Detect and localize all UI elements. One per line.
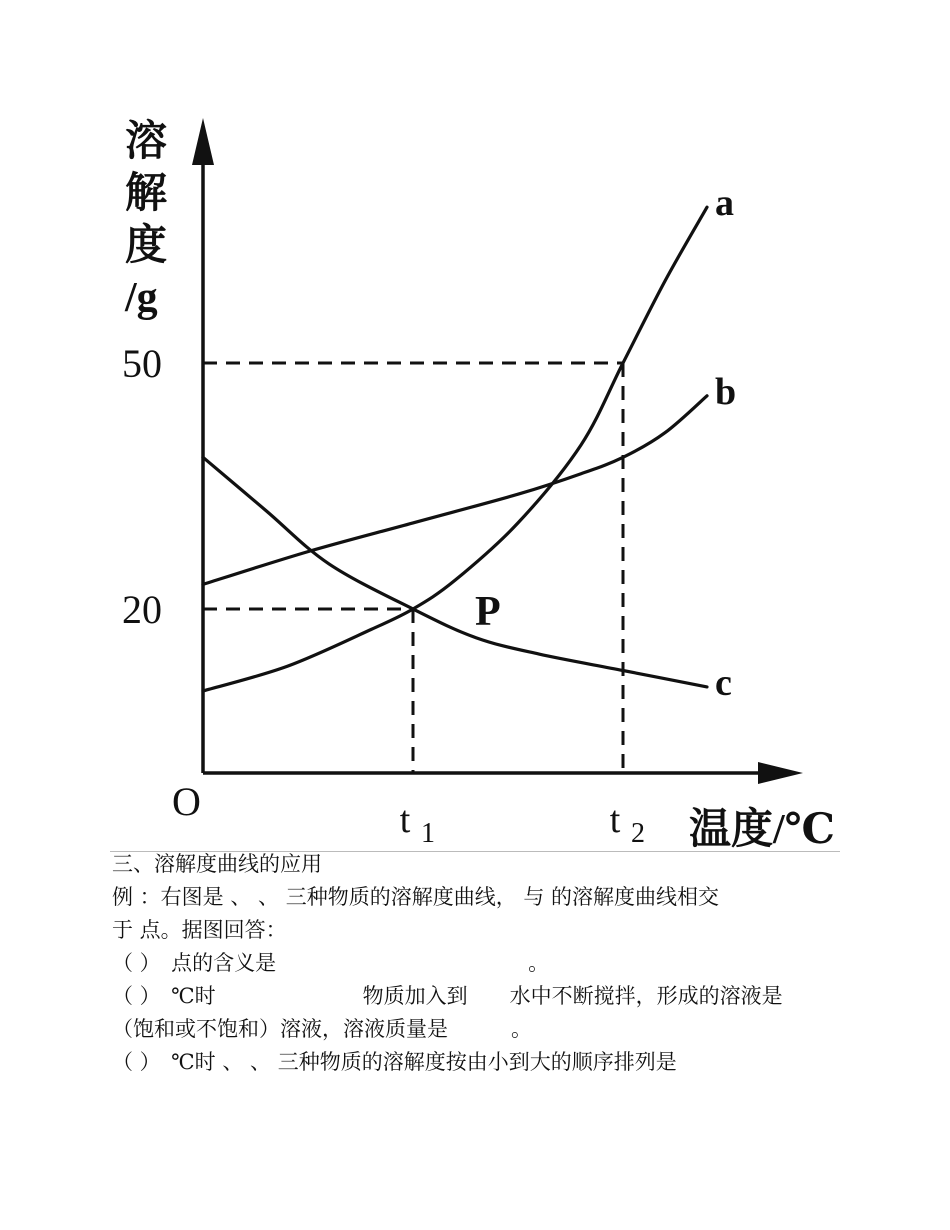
- x-axis-arrow: [758, 762, 803, 784]
- y-axis-label-char: 溶: [125, 119, 168, 165]
- guide-lines: [203, 363, 623, 773]
- y-axis-label-char: /g: [125, 275, 158, 321]
- x-axis-label: 温度/℃: [689, 807, 835, 850]
- x-tick-subscript-1: 1: [421, 818, 435, 849]
- series-label-a: a: [715, 182, 734, 225]
- y-axis-label-char: 解: [125, 171, 168, 217]
- chart-labels: [122, 118, 835, 850]
- question-3: （ ） ℃时 、 、 三种物质的溶解度按由小到大的顺序排列是: [112, 1050, 677, 1074]
- example-line-1: 例 ：右图是 、 、 三种物质的溶解度曲线， 与 的溶解度曲线相交: [112, 885, 720, 909]
- series-label-c: c: [715, 661, 732, 704]
- axes: [192, 118, 803, 784]
- example-line-2: 于 点。据图回答：: [112, 918, 287, 942]
- question-text: [112, 848, 852, 1079]
- question-2b: （饱和或不饱和）溶液，溶液质量是 。: [112, 1017, 532, 1041]
- x-tick-subscript-2: 2: [631, 818, 645, 849]
- series-curve-a: [203, 207, 707, 691]
- series-curves: [203, 207, 707, 691]
- question-2a: （ ） ℃时 物质加入到 水中不断搅拌，形成的溶液是: [112, 984, 783, 1008]
- annotation-P: P: [475, 589, 501, 635]
- y-tick-label-50: 50: [122, 341, 162, 386]
- question-1: （ ） 点的含义是 。: [112, 951, 550, 975]
- y-tick-label-20: 20: [122, 587, 162, 632]
- series-label-b: b: [715, 370, 737, 413]
- x-tick-label-t2: t: [609, 799, 621, 841]
- series-curve-b: [203, 396, 707, 585]
- x-tick-label-t1: t: [399, 799, 411, 841]
- series-curve-c: [203, 457, 707, 687]
- section-heading: 三、溶解度曲线的应用: [112, 852, 322, 876]
- origin-label: O: [172, 779, 201, 824]
- y-axis-arrow: [192, 118, 214, 165]
- y-axis-label-char: 度: [125, 223, 168, 269]
